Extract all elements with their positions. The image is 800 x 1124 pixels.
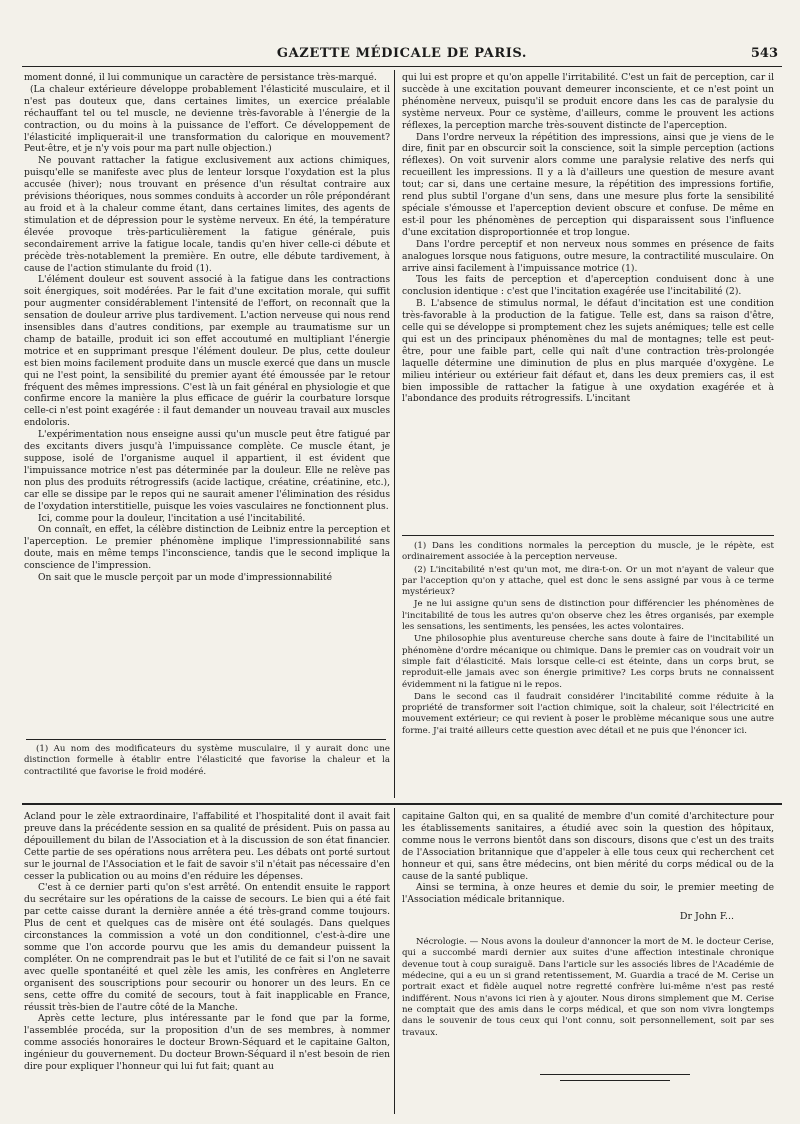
- paragraph: Ici, comme pour la douleur, l'incitation a usé l'incitabilité.: [38, 513, 306, 524]
- paragraph: B. L'absence de stimulus normal, le défaut d'incitation est une condition très-favorable à la production de la fatigue. Telle est, dans sa raison d'être, celle qui se développe si promptement chez les sujets anémiques; telle est celle qui est un des principaux phénomènes du mal de montagnes; telle est peut-être, pour une faible part, celle qui naît d'une contraction très-prolongée laquelle détermine une diminution de plus en plus marquée d'oxygène. Le milieu intérieur ou extérieur fait défaut et, dans les deux premiers cas, il est bien impossible de rattacher la fatigue à une oxydation exagérée et à l'abondance des produits rétrogressifs. L'incitant: [402, 299, 774, 405]
- article-column-right: [402, 73, 774, 406]
- paragraph: qui lui est propre et qu'on appelle l'irritabilité. C'est un fait de perception, car il succède à une excitation pouvant demeurer inconsciente, et ce n'est point un phénomène nerveux, puisqu'il se produit encore dans les cas de paralysie du système nerveux. Pour ce système, d'ailleurs, comme le prouvent les actions réflexes, la perception marche très-souvent distincte de l'aperception.: [402, 73, 774, 131]
- paragraph: (La chaleur extérieure développe probablement l'élasticité musculaire, et il n'est pas douteux que, dans certaines limites, un exercice préalable réchauffant tel ou tel muscle, ne devienne très-favorable à l'énergie de la contraction, ou du moins à la puissance de l'effort. Ce développement de l'élasticité impliquerait-il une transformation du calorique en mouvement? Peut-être, et je n'y vois pour ma part nulle objection.): [24, 84, 390, 155]
- paragraph: C'est à ce dernier parti qu'on s'est arrêté. On entendit ensuite le rapport du secrétaire sur les opérations de la caisse de secours. Le bien qui a été fait par cette caisse durant la dernière année a été très-grand comme toujours. Plus de cent et quelques cas de misère ont été soulagés. Dans quelques circonstances la commission a voté un don conditionnel, c'est-à-dire une somme que l'on accorde pourvu que les amis du demandeur puissent la compléter. On ne comprendrait pas le but et l'utilité de ce fait si l'on ne savait avec quelle spontanéité et quel zèle les amis, les confrères en Angleterre organisent des souscriptions pour secourir ou honorer un des leurs. En ce sens, cette offre du comité de secours, tout à fait inapplicable en France, réussit très-bien de l'autre côté de la Manche.: [24, 883, 390, 1013]
- obituary-notice: Nécrologie. — Nous avons la douleur d'annoncer la mort de M. le docteur Cerise, qui a succombé mardi dernier aux suites d'une affection intestinale chronique devenue tout à coup suraiguë. Dans l'article sur les associés libres de l'Académie de médecine, qui a eu un si grand retentissement, M. Guardia a tracé de M. Cerise un portrait exact et fidèle auquel notre regretté confrère lui-même n'est pas resté indifférent. Nous n'avons ici rien à y ajouter. Nous dirons simplement que M. Cerise ne comptait que des amis dans le corps médical, et que son nom vivra longtemps dans le souvenir de tous ceux qui l'ont connu, soit personnellement, soit par ses travaux.: [402, 937, 774, 1038]
- page-header: [22, 46, 782, 67]
- column-divider-top: [394, 70, 395, 798]
- footnote: (1) Au nom des modificateurs du système musculaire, il y aurait donc une distinction formelle à établir entre l'élasticité que favorise la chaleur et la contractilité que favorise le froid modéré.: [24, 744, 390, 777]
- paragraph: On sait que le muscle perçoit par un mode d'impressionnabilité: [38, 573, 332, 584]
- end-rule: [540, 1074, 690, 1075]
- paragraph: Ainsi se termina, à onze heures et demie du soir, le premier meeting de l'Association médicale britannique.: [402, 883, 774, 906]
- footnote-rule-left: [26, 739, 386, 740]
- paragraph: Dans l'ordre nerveux la répétition des impressions, ainsi que je viens de le dire, finit par en obscurcir soit la conscience, soit la simple perception (actions réflexes). On voit survenir alors comme une paralysie relative des nerfs qui recueillent les impressions. Il y a là d'ailleurs une question de mesure avant tout; car si, dans une certaine mesure, la répétition des impressions fortifie, rend plus subtil l'organe d'un sens, dans une mesure plus forte la sensibilité spéciale s'émousse et l'aperception devient obscure et confuse. De même en est-il pour les phénomènes de perception qui disparaissent sous l'influence d'une excitation disproportionnée et trop longue.: [402, 132, 774, 238]
- footnote: Je ne lui assigne qu'un sens de distinction pour différencier les phénomènes de l'incitabilité de tous les autres qu'on observe chez les êtres organisés, par exemple les sensations, les sentiments, les pensées, les actes volontaires.: [402, 599, 774, 633]
- author-signature: Dr John F...: [679, 911, 734, 923]
- footnote: (1) Dans les conditions normales la perception du muscle, je le répète, est ordinairement associée à la perception nerveuse.: [402, 541, 774, 563]
- section-separator: [22, 803, 782, 805]
- footnote: Dans le second cas il faudrait considérer l'incitabilité comme réduite à la propriété de transformer soit l'action chimique, soit la chaleur, soit l'électricité en mouvement extérieur; ce qui revient à poser le problème mécanique sous une autre forme. J'ai traité ailleurs cette question avec détail et ne puis que l'énoncer ici.: [402, 691, 774, 736]
- paragraph: Dans l'ordre perceptif et non nerveux nous sommes en présence de faits analogues lorsque nous fatiguons, outre mesure, la contractilité musculaire. On arrive ainsi facilement à l'impuissance motrice (1).: [402, 239, 774, 274]
- report-column-right: [402, 812, 774, 1039]
- footnotes-left: [24, 744, 390, 779]
- paragraph: Ne pouvant rattacher la fatigue exclusivement aux actions chimiques, puisqu'elle se manifeste avec plus de lenteur lorsque l'oxydation est la plus accusée (hiver); nous trouvant en présence d'un résultat contraire aux prévisions théoriques, nous sommes conduits à accorder un rôle prépondérant au froid et à la chaleur comme étant, dans certaines limites, des agents de stimulation et de dépression pour le système nerveux. En été, la température élevée provoque très-particulièrement la fatigue générale, puis secondairement arrive la fatigue locale, tandis qu'en hiver celle-ci débute et précède très-notablement la première. En outre, elle débute tardivement, à cause de l'action stimulante du froid (1).: [24, 156, 390, 274]
- footnote: Une philosophie plus aventureuse cherche sans doute à faire de l'incitabilité un phénomène d'ordre mécanique ou chimique. Dans le premier cas on voudrait voir un simple fait d'élasticité. Mais lorsque celle-ci est éteinte, dans un corps brut, se reproduit-elle jamais avec son énergie primitive? Les corps bruts ne connaissent évidemment ni la fatigue ni le repos.: [402, 634, 774, 690]
- paragraph: On connaît, en effet, la célèbre distinction de Leibniz entre la perception et l'aperception. Le premier phénomène implique l'impressionnabilité sans doute, mais en même temps l'inconscience, tandis que le second implique la conscience de l'impression.: [24, 525, 390, 572]
- report-column-left: [24, 812, 390, 1074]
- paragraph: moment donné, il lui communique un caractère de persistance très-marqué.: [24, 73, 377, 83]
- end-rule-short: [560, 1080, 670, 1081]
- paragraph: L'élément douleur est souvent associé à la fatigue dans les contractions soit énergiques, soit modérées. Par le fait d'une excitation morale, qui suffit pour augmenter considérablement l'intensité de l'effort, on reconnaît que la sensation de douleur arrive plus tardivement. L'action nerveuse qui nous rend insensibles dans d'autres conditions, par exemple au traumatisme sur un champ de bataille, produit ici son effet accoutumé en multipliant l'énergie motrice et en supprimant presque l'élément douleur. De plus, cette douleur est bien moins facilement produite dans un muscle exercé que dans un muscle qui ne l'est point, la sensibilité du premier ayant été émoussée par le retour fréquent des mêmes impressions. C'est là un fait général en physiologie et que confirme encore la manière la plus efficace de guérir la courbature lorsque celle-ci n'est point exagérée : il faut demander un nouveau travail aux muscles endoloris.: [24, 275, 390, 429]
- page-number: 543: [750, 46, 778, 61]
- paragraph: L'expérimentation nous enseigne aussi qu'un muscle peut être fatigué par des excitants divers jusqu'à l'impuissance complète. Ce muscle étant, je suppose, isolé de l'organisme auquel il appartient, il est évident que l'impuissance motrice n'est pas déterminée par la douleur. Elle ne relève pas non plus des produits rétrogressifs (acide lactique, créatine, créatinine, etc.), car elle se dissipe par le repos qui ne saurait amener l'élimination des résidus de l'oxydation interstitielle, puisque les voies vasculaires ne fonctionnent plus.: [24, 430, 390, 512]
- paragraph: Après cette lecture, plus intéressante par le fond que par la forme, l'assemblée procéda, sur la proposition d'un de ses membres, à nommer comme associés honoraires le docteur Brown-Séquard et le capitaine Galton, ingénieur du gouvernement. Du docteur Brown-Séquard il n'est besoin de rien dire pour expliquer l'honneur qui lui fut fait; quant au: [24, 1014, 390, 1073]
- footnote-rule-right: [402, 535, 774, 536]
- paragraph: Tous les faits de perception et d'aperception conduisent donc à une conclusion identique : c'est que l'incitation exagérée use l'incitabilité (2).: [402, 275, 774, 298]
- footnote: (2) L'incitabilité n'est qu'un mot, me dira-t-on. Or un mot n'ayant de valeur que par l'acception qu'on y attache, quel est donc le sens assigné par vous à ce terme mystérieux?: [402, 564, 774, 598]
- column-divider-bottom: [394, 808, 395, 1114]
- paragraph: Acland pour le zèle extraordinaire, l'affabilité et l'hospitalité dont il avait fait preuve dans la précédente session en sa qualité de président. Puis on passa au dépouillement du bilan de l'Association et à la discussion de son état financier. Cette partie de ses opérations nous arrêtera peu. Les débats ont porté surtout sur le journal de l'Association et le fait de savoir s'il n'était pas nécessaire d'en cesser la publication ou au moins d'en réduire les dépenses.: [24, 812, 390, 882]
- article-column-left: [24, 73, 390, 585]
- paragraph: capitaine Galton qui, en sa qualité de membre d'un comité d'architecture pour les établissements sanitaires, a étudié avec soin la question des hôpitaux, comme nous le verrons bientôt dans son discours, disons que c'est un des traits de l'Association britannique que d'appeler à elle tous ceux qui recherchent cet honneur et qui, sans être médecins, ont bien mérité du corps médical ou de la cause de la santé publique.: [402, 812, 774, 882]
- journal-title: GAZETTE MÉDICALE DE PARIS.: [276, 46, 528, 61]
- footnotes-right: [402, 541, 774, 738]
